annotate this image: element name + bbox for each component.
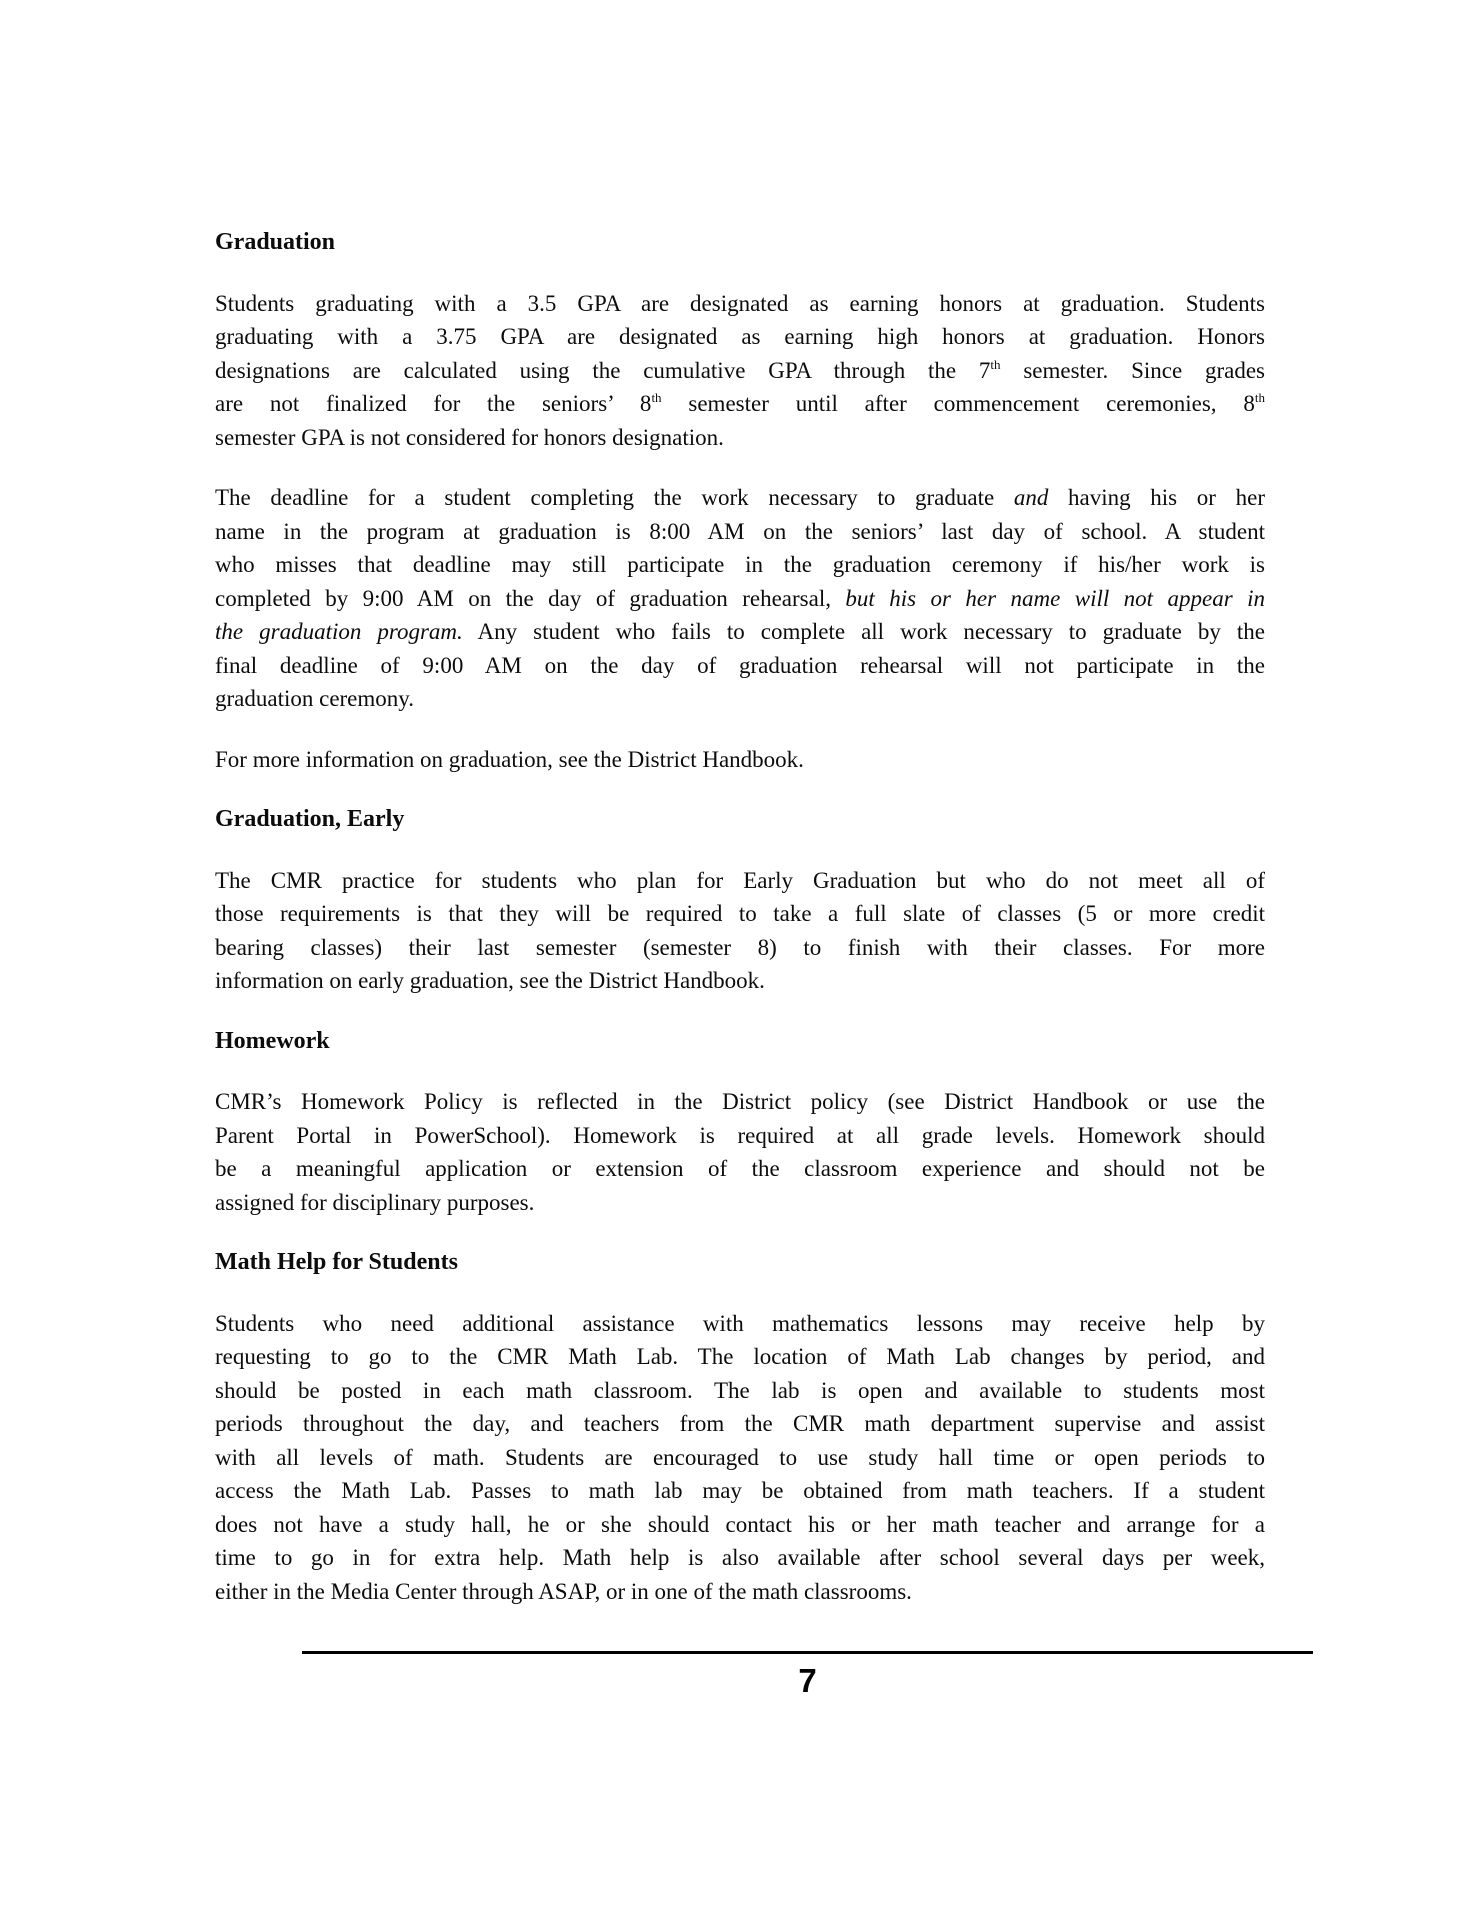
text-line: The CMR practice for students who plan for Early Graduation but who do not meet all of xyxy=(215,867,1265,893)
text-line: final deadline of 9:00 AM on the day of graduation rehearsal will not participate in the xyxy=(215,652,1265,678)
text-line: CMR’s Homework Policy is reflected in the District policy (see District Handbook or use the xyxy=(215,1089,1265,1114)
text-line: requesting to go to the CMR Math Lab. The location of Math Lab changes by period, and xyxy=(215,1344,1265,1369)
text-line: bearing classes) their last semester (semester 8) to finish with their classes. For more xyxy=(215,934,1265,960)
text-line: periods throughout the day, and teachers from the CMR math department supervise and assist xyxy=(215,1411,1265,1436)
text-line: are not finalized for the seniors’ 8th semester until after commencement ceremonies, 8th xyxy=(215,390,1266,416)
text-line: be a meaningful application or extension of the classroom experience and should not be xyxy=(215,1156,1265,1181)
text-line: completed by 9:00 AM on the day of graduation rehearsal, but his or her name will not appear in xyxy=(215,585,1265,611)
text-line: graduation ceremony. xyxy=(215,686,415,711)
text-line: Students who need additional assistance with mathematics lessons may receive help by xyxy=(215,1310,1265,1336)
text-line: designations are calculated using the cumulative GPA through the 7th semester. Since grades xyxy=(215,356,1265,383)
text-line: assigned for disciplinary purposes. xyxy=(215,1189,535,1215)
paragraph xyxy=(215,1085,1265,1219)
paragraph xyxy=(215,481,1265,716)
text-line: should be posted in each math classroom. The lab is open and available to students most xyxy=(215,1377,1265,1403)
section-heading: Graduation, Early xyxy=(215,806,405,832)
section-heading: Math Help for Students xyxy=(215,1249,458,1275)
paragraph xyxy=(215,864,1265,998)
text-line: does not have a study hall, he or she should contact his or her math teacher and arrange for a xyxy=(215,1511,1265,1537)
text-line: who misses that deadline may still participate in the graduation ceremony if his/her work is xyxy=(215,552,1265,577)
text-line: graduating with a 3.75 GPA are designated as earning high honors at graduation. Honors xyxy=(215,324,1265,349)
section-homework xyxy=(215,1025,1265,1220)
text-line: either in the Media Center through ASAP, or in one of the math classrooms. xyxy=(215,1578,912,1604)
text-line: name in the program at graduation is 8:00 AM on the seniors’ last day of school. A student xyxy=(215,518,1265,544)
text-line: Parent Portal in PowerSchool). Homework is required at all grade levels. Homework should xyxy=(215,1122,1265,1148)
text-line: time to go in for extra help. Math help is also available after school several days per week, xyxy=(215,1545,1265,1570)
paragraph xyxy=(215,1307,1265,1609)
text-line: semester GPA is not considered for honors designation. xyxy=(215,424,724,450)
text-line: information on early graduation, see the District Handbook. xyxy=(215,968,765,993)
section-heading: Homework xyxy=(215,1027,330,1054)
document-body xyxy=(215,226,1265,1635)
text-line: the graduation program. Any student who fails to complete all work necessary to graduate by the xyxy=(215,619,1265,644)
paragraph xyxy=(215,743,1265,777)
text-line: access the Math Lab. Passes to math lab may be obtained from math teachers. If a student xyxy=(215,1478,1265,1503)
section-graduation xyxy=(215,226,1265,776)
text-line: with all levels of math. Students are encouraged to use study hall time or open periods to xyxy=(215,1444,1265,1470)
paragraph xyxy=(215,287,1265,455)
section-graduation-early xyxy=(215,803,1265,998)
text-line: For more information on graduation, see the District Handbook. xyxy=(215,746,804,772)
page-number: 7 xyxy=(798,1662,817,1699)
text-line: those requirements is that they will be required to take a full slate of classes (5 or more credit xyxy=(215,901,1265,926)
footer-divider xyxy=(302,1651,1313,1654)
section-math-help xyxy=(215,1246,1265,1608)
section-heading: Graduation xyxy=(215,229,336,255)
text-line: The deadline for a student completing the work necessary to graduate and having his or her xyxy=(215,485,1266,510)
text-line: Students graduating with a 3.5 GPA are designated as earning honors at graduation. Students xyxy=(215,290,1265,316)
